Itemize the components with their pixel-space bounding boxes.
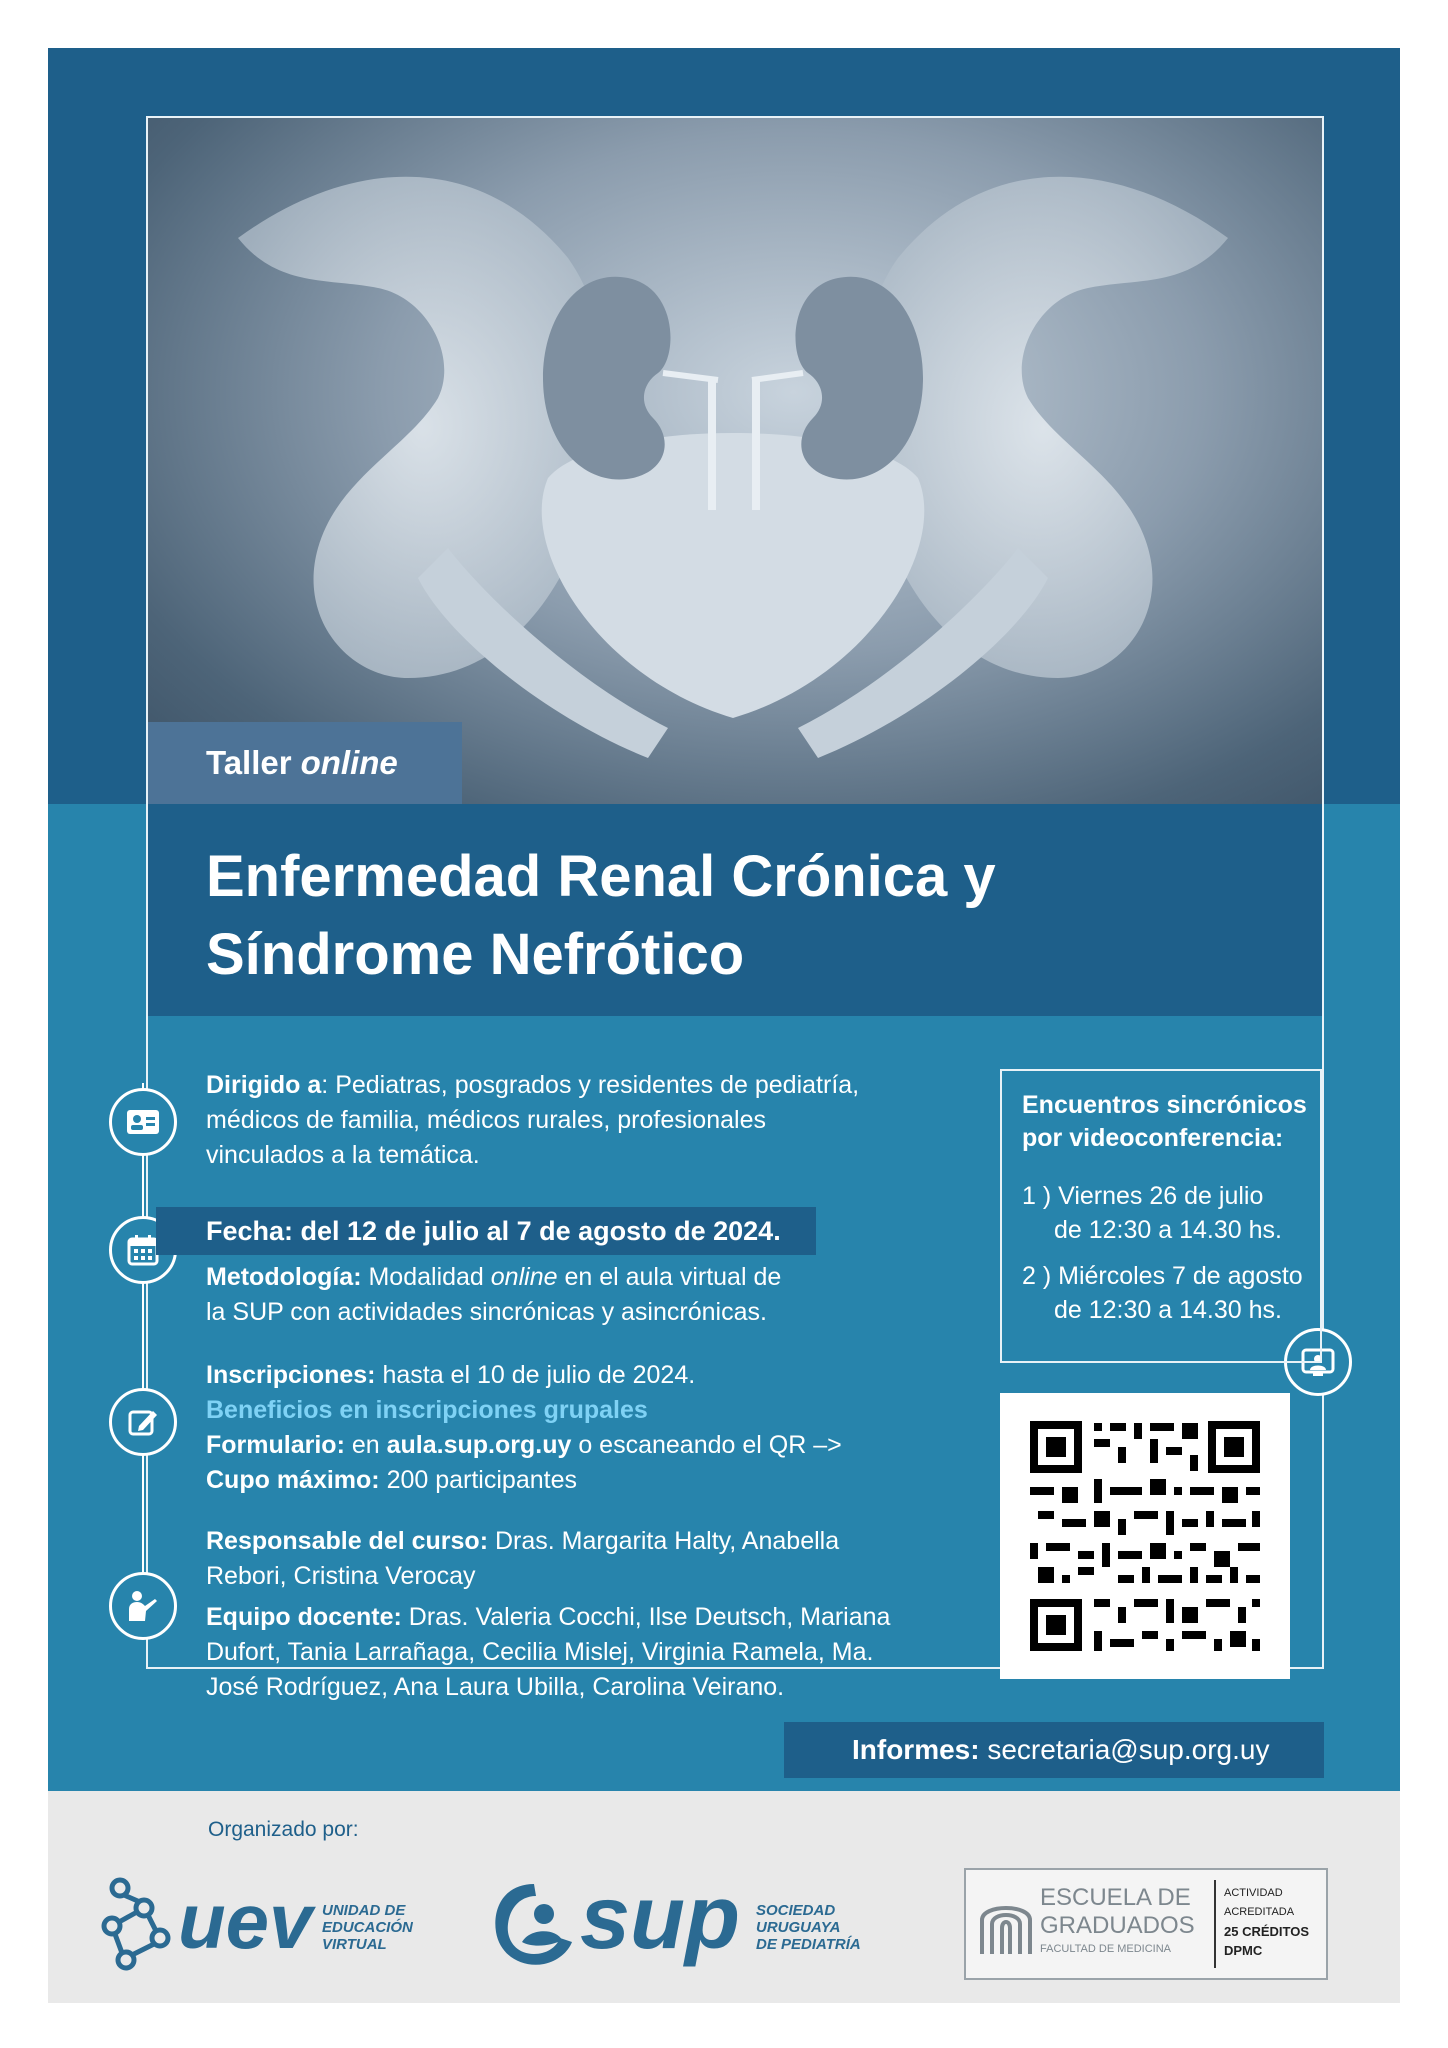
capacity-text: 200 participantes: [379, 1466, 577, 1494]
uev-wordmark: uev: [178, 1877, 313, 1965]
uev-subtitle-3: VIRTUAL: [322, 1936, 387, 1953]
methodology-block: [206, 1260, 906, 1330]
methodology-text-2: la SUP con actividades sincrónicas y asincrónicas.: [206, 1298, 767, 1326]
audience-icon: [109, 1088, 177, 1156]
escuela-graduados-logo[interactable]: [964, 1868, 1328, 1980]
escuela-line-1: ESCUELA DE: [1040, 1884, 1191, 1911]
methodology-text-b: en el aula virtual de: [557, 1263, 782, 1291]
teacher-icon: [109, 1572, 177, 1640]
team-text-2: Dufort, Tania Larrañaga, Cecilia Mislej, Virginia Ramela, Ma.: [206, 1638, 874, 1666]
poster: [48, 48, 1400, 2003]
responsible-block: [206, 1524, 966, 1594]
title-line-2: Síndrome Nefrótico: [206, 922, 745, 987]
tag-prefix: Taller: [206, 744, 292, 781]
form-text-a: en: [344, 1431, 387, 1459]
registration-text: hasta el 10 de julio de 2024.: [375, 1361, 696, 1389]
sync-title-1: Encuentros sincrónicos: [1022, 1091, 1307, 1119]
audience-label: Dirigido a: [206, 1071, 322, 1099]
contact-bar: [784, 1722, 1324, 1778]
escuela-arch-icon: [978, 1892, 1034, 1956]
responsible-text-2: Rebori, Cristina Verocay: [206, 1562, 476, 1590]
sup-subtitle-3: DE PEDIATRÍA: [756, 1936, 861, 1953]
accreditation-line-3: 25 CRÉDITOS: [1224, 1924, 1310, 1939]
contact-label: Informes:: [852, 1734, 980, 1765]
accreditation-text: [1224, 1884, 1309, 1960]
session-2-line-1: 2 ) Miércoles 7 de agosto: [1022, 1262, 1303, 1290]
sync-title-2: por videoconferencia:: [1022, 1124, 1284, 1152]
qr-code-graphic: [1000, 1393, 1290, 1679]
sup-logo[interactable]: [486, 1868, 876, 1980]
escuela-line-2: GRADUADOS: [1040, 1912, 1195, 1939]
sup-wordmark: sup: [580, 1868, 741, 1968]
title-line-1: Enfermedad Renal Crónica y: [206, 844, 996, 909]
audience-text-2: médicos de familia, médicos rurales, profesionales: [206, 1106, 766, 1134]
organized-by-label: Organizado por:: [208, 1818, 359, 1841]
responsible-label: Responsable del curso:: [206, 1527, 489, 1555]
team-text-3: José Rodríguez, Ana Laura Ubilla, Carolina Veirano.: [206, 1673, 785, 1701]
uev-molecule-icon: [100, 1874, 180, 1974]
sup-subtitle-2: URUGUAYA: [756, 1919, 841, 1936]
registration-block: [206, 1358, 966, 1498]
accreditation-line-2: ACREDITADA: [1224, 1906, 1295, 1918]
team-text-1: Dras. Valeria Cocchi, Ilse Deutsch, Mariana: [401, 1603, 891, 1631]
sync-sessions-box: [1000, 1069, 1322, 1363]
date-text: Fecha: del 12 de julio al 7 de agosto de 2024.: [206, 1216, 781, 1246]
team-label: Equipo docente:: [206, 1603, 402, 1631]
form-link[interactable]: aula.sup.org.uy: [386, 1431, 572, 1459]
responsible-text-1: Dras. Margarita Halty, Anabella: [488, 1527, 840, 1555]
sup-subtitle: [756, 1902, 861, 1953]
timeline-line: [142, 1083, 144, 1639]
form-label: Formulario:: [206, 1431, 345, 1459]
audience-text-1: : Pediatras, posgrados y residentes de pediatría,: [321, 1071, 860, 1099]
taller-online-tag: [148, 722, 462, 804]
session-1-line-2: de 12:30 a 14.30 hs.: [1054, 1216, 1282, 1244]
contact-email[interactable]: secretaria@sup.org.uy: [979, 1734, 1270, 1765]
methodology-italic: online: [490, 1263, 558, 1291]
audience-text-3: vinculados a la temática.: [206, 1141, 480, 1169]
sup-mother-child-icon: [486, 1876, 582, 1972]
accreditation-line-1: ACTIVIDAD: [1224, 1887, 1283, 1899]
audience-block: [206, 1068, 966, 1173]
session-1-line-1: 1 ) Viernes 26 de julio: [1022, 1182, 1264, 1210]
sync-title: [1022, 1089, 1307, 1155]
registration-label: Inscripciones:: [206, 1361, 376, 1389]
teaching-team-block: [206, 1600, 986, 1705]
uev-subtitle-2: EDUCACIÓN: [322, 1919, 413, 1936]
accreditation-line-4: DPMC: [1224, 1943, 1263, 1958]
escuela-line-3: FACULTAD DE MEDICINA: [1040, 1943, 1171, 1955]
capacity-label: Cupo máximo:: [206, 1466, 380, 1494]
qr-code[interactable]: [1000, 1393, 1290, 1679]
edit-form-icon: [109, 1388, 177, 1456]
sup-subtitle-1: SOCIEDAD: [756, 1902, 836, 1919]
group-benefits-link[interactable]: Beneficios en inscripciones grupales: [206, 1396, 648, 1424]
page-title: [206, 838, 1306, 994]
form-text-b: o escaneando el QR –>: [571, 1431, 842, 1459]
escuela-name: [1040, 1884, 1195, 1958]
methodology-label: Metodología:: [206, 1263, 362, 1291]
uev-logo[interactable]: [100, 1870, 430, 1978]
session-2-line-2: de 12:30 a 14.30 hs.: [1054, 1296, 1282, 1324]
methodology-text-a: Modalidad: [361, 1263, 491, 1291]
uev-subtitle-1: UNIDAD DE: [322, 1902, 406, 1919]
accreditation-divider: [1214, 1880, 1216, 1968]
tag-italic: online: [300, 744, 398, 781]
uev-subtitle: [322, 1902, 413, 1953]
